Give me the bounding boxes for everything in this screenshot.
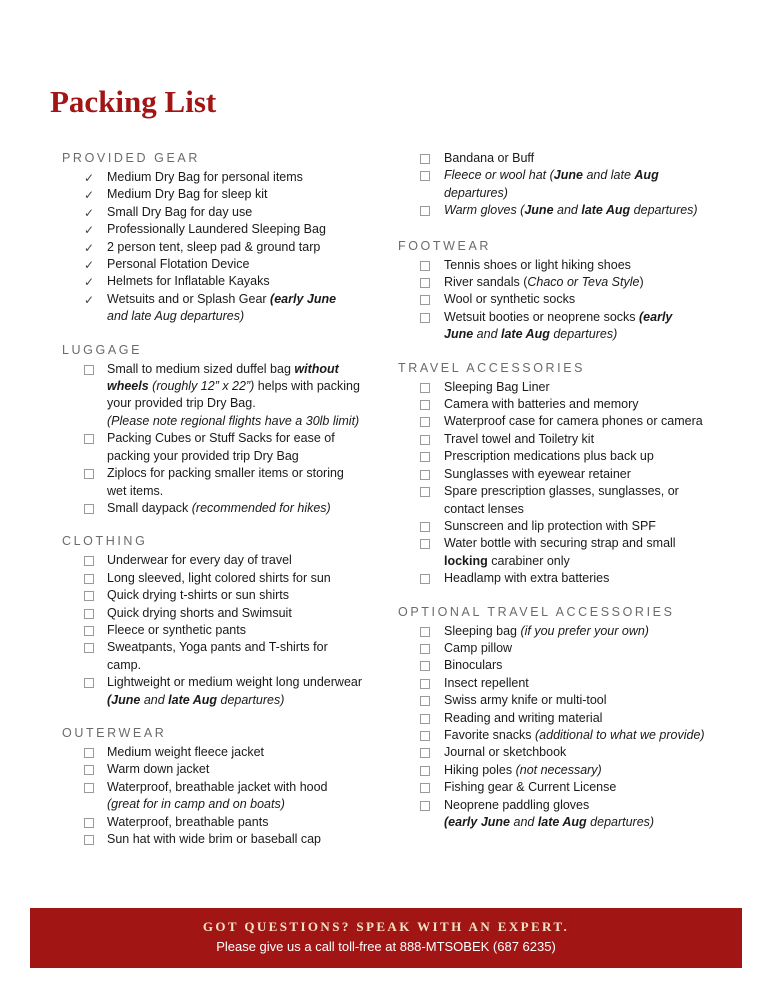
list-item: Tennis shoes or light hiking shoes: [398, 257, 708, 274]
checkbox-icon[interactable]: [84, 783, 94, 793]
list-item: Prescription medications plus back up: [398, 448, 708, 465]
footwear-list: [398, 257, 708, 344]
list-item: Sweatpants, Yoga pants and T-shirts for camp.: [62, 639, 362, 674]
list-item: Fishing gear & Current License: [398, 779, 708, 796]
checkbox-icon[interactable]: [420, 206, 430, 216]
list-item: Camp pillow: [398, 640, 708, 657]
travel-accessories-list: [398, 379, 708, 588]
list-item: ✓ Medium Dry Bag for personal items: [84, 170, 303, 185]
checkbox-icon[interactable]: [420, 679, 430, 689]
checkbox-icon[interactable]: [420, 696, 430, 706]
list-item: Bandana or Buff: [398, 150, 708, 167]
list-item: Small daypack (recommended for hikes): [62, 500, 362, 517]
list-item: ✓ Medium Dry Bag for sleep kit: [84, 187, 268, 203]
checkbox-icon[interactable]: [420, 452, 430, 462]
checkmark-icon: ✓: [84, 275, 95, 290]
checkbox-icon[interactable]: [84, 504, 94, 514]
checkbox-icon[interactable]: [420, 574, 430, 584]
checkbox-icon[interactable]: [84, 626, 94, 636]
checkbox-icon[interactable]: [84, 643, 94, 653]
checkbox-icon[interactable]: [420, 783, 430, 793]
page-title: Packing List: [50, 84, 217, 119]
list-item: Small to medium sized duffel bag without wheels (roughly 12” x 22”) helps with packing your provided trip Dry Bag. (Please note regional flights have a 30lb limit): [62, 361, 362, 431]
list-item: Fleece or synthetic pants: [62, 622, 362, 639]
list-item: Quick drying t-shirts or sun shirts: [62, 587, 362, 604]
checkbox-icon[interactable]: [420, 278, 430, 288]
left-column: [62, 150, 362, 864]
list-item: Long sleeved, light colored shirts for sun: [62, 570, 362, 587]
footer-banner: [30, 908, 742, 968]
section-title-footwear: FOOTWEAR: [398, 238, 492, 253]
checkbox-icon[interactable]: [420, 748, 430, 758]
list-item: Wool or synthetic socks: [398, 291, 708, 308]
right-column: [398, 150, 708, 847]
list-item: Sleeping bag (if you prefer your own): [398, 623, 708, 640]
checkbox-icon[interactable]: [420, 766, 430, 776]
section-title-luggage: LUGGAGE: [62, 342, 143, 357]
list-item: Insect repellent: [398, 675, 708, 692]
list-item: Sleeping Bag Liner: [398, 379, 708, 396]
section-outerwear: [62, 725, 362, 848]
checkbox-icon[interactable]: [84, 556, 94, 566]
checkbox-icon[interactable]: [420, 313, 430, 323]
checkbox-icon[interactable]: [420, 261, 430, 271]
checkbox-icon[interactable]: [420, 400, 430, 410]
checkmark-icon: ✓: [84, 171, 95, 185]
checkbox-icon[interactable]: [420, 627, 430, 637]
clothing-list: [62, 552, 362, 709]
section-travel-accessories: [398, 360, 708, 588]
checkbox-icon[interactable]: [420, 470, 430, 480]
outerwear-continued-list: [398, 150, 708, 220]
list-item: Binoculars: [398, 657, 708, 674]
section-title-optional-travel-accessories: OPTIONAL TRAVEL ACCESSORIES: [398, 604, 675, 619]
list-item: ✓ Personal Flotation Device: [84, 257, 250, 273]
provided-gear-list: [62, 169, 362, 326]
checkbox-icon[interactable]: [420, 171, 430, 181]
checkbox-icon[interactable]: [420, 435, 430, 445]
checkbox-icon[interactable]: [84, 609, 94, 619]
section-title-outerwear: OUTERWEAR: [62, 725, 167, 740]
list-item: Warm down jacket: [62, 761, 362, 778]
list-item: ✓ Professionally Laundered Sleeping Bag: [84, 222, 326, 238]
checkbox-icon[interactable]: [420, 731, 430, 741]
checkbox-icon[interactable]: [420, 801, 430, 811]
footer-heading: GOT QUESTIONS? SPEAK WITH AN EXPERT.: [202, 919, 570, 934]
list-item: Waterproof, breathable pants: [62, 814, 362, 831]
list-item: Neoprene paddling gloves (early June and late Aug departures): [398, 797, 708, 832]
checkbox-icon[interactable]: [84, 835, 94, 845]
checkmark-icon: ✓: [84, 258, 95, 273]
outerwear-list: [62, 744, 362, 848]
checkbox-icon[interactable]: [420, 539, 430, 549]
list-item: Sunglasses with eyewear retainer: [398, 466, 708, 483]
section-footwear: [398, 238, 708, 344]
list-item: Wetsuit booties or neoprene socks (early June and late Aug departures): [398, 309, 708, 344]
checkbox-icon[interactable]: [84, 818, 94, 828]
checkmark-icon: ✓: [84, 223, 95, 238]
checkbox-icon[interactable]: [420, 295, 430, 305]
list-item: Lightweight or medium weight long underwear (June and late Aug departures): [62, 674, 362, 709]
checkbox-icon[interactable]: [420, 154, 430, 164]
list-item: ✓ Helmets for Inflatable Kayaks: [84, 274, 270, 290]
checkbox-icon[interactable]: [84, 365, 94, 375]
checkbox-icon[interactable]: [420, 383, 430, 393]
list-item: Reading and writing material: [398, 710, 708, 727]
list-item: Favorite snacks (additional to what we provide): [398, 727, 708, 744]
list-item: Spare prescription glasses, sunglasses, or contact lenses: [398, 483, 708, 518]
list-item: Fleece or wool hat (June and late Aug departures): [398, 167, 708, 202]
optional-travel-accessories-list: [398, 623, 708, 832]
checkbox-icon[interactable]: [84, 434, 94, 444]
checkbox-icon[interactable]: [420, 661, 430, 671]
checkbox-icon[interactable]: [420, 487, 430, 497]
list-item: Medium weight fleece jacket: [62, 744, 362, 761]
checkmark-icon: ✓: [84, 188, 95, 203]
checkbox-icon[interactable]: [84, 748, 94, 758]
list-item: Sunscreen and lip protection with SPF: [398, 518, 708, 535]
section-clothing: [62, 533, 362, 709]
list-item: Waterproof case for camera phones or camera: [398, 413, 708, 430]
list-item: Warm gloves (June and late Aug departures): [398, 202, 708, 219]
checkmark-icon: ✓: [84, 240, 95, 255]
checkbox-icon[interactable]: [84, 591, 94, 601]
section-title-travel-accessories: TRAVEL ACCESSORIES: [398, 360, 586, 375]
checkmark-icon: ✓: [84, 205, 95, 220]
checkbox-icon[interactable]: [84, 678, 94, 688]
section-outerwear-continued: [398, 150, 708, 220]
list-item: Swiss army knife or multi-tool: [398, 692, 708, 709]
footer-contact[interactable]: Please give us a call toll-free at 888-MTSOBEK (687 6235): [216, 939, 556, 954]
checkbox-icon[interactable]: [84, 574, 94, 584]
section-optional-travel-accessories: [398, 604, 708, 832]
list-item: Journal or sketchbook: [398, 744, 708, 761]
list-item: Hiking poles (not necessary): [398, 762, 708, 779]
list-item: Water bottle with securing strap and small locking carabiner only: [398, 535, 708, 570]
checkbox-icon[interactable]: [84, 469, 94, 479]
list-item: ✓ Wetsuits and or Splash Gear (early June and late Aug departures): [84, 291, 337, 324]
list-item: Ziplocs for packing smaller items or storing wet items.: [62, 465, 362, 500]
list-item: Sun hat with wide brim or baseball cap: [62, 831, 362, 848]
list-item: River sandals (Chaco or Teva Style): [398, 274, 708, 291]
list-item: Travel towel and Toiletry kit: [398, 431, 708, 448]
list-item: Packing Cubes or Stuff Sacks for ease of packing your provided trip Dry Bag: [62, 430, 362, 465]
section-title-provided-gear: PROVIDED GEAR: [62, 151, 200, 165]
section-luggage: [62, 342, 362, 518]
list-item: Waterproof, breathable jacket with hood (great for in camp and on boats): [62, 779, 362, 814]
checkbox-icon[interactable]: [420, 417, 430, 427]
checkbox-icon[interactable]: [420, 714, 430, 724]
section-title-clothing: CLOTHING: [62, 534, 148, 549]
section-provided-gear: [62, 150, 362, 326]
list-item: Camera with batteries and memory: [398, 396, 708, 413]
checkmark-icon: ✓: [84, 292, 95, 307]
list-item: ✓ 2 person tent, sleep pad & ground tarp: [84, 239, 321, 255]
list-item: Quick drying shorts and Swimsuit: [62, 605, 362, 622]
checkbox-icon[interactable]: [420, 522, 430, 532]
list-item: Headlamp with extra batteries: [398, 570, 708, 587]
list-item: ✓ Small Dry Bag for day use: [84, 204, 253, 220]
luggage-list: [62, 361, 362, 518]
list-item: Underwear for every day of travel: [62, 552, 362, 569]
checkbox-icon[interactable]: [84, 765, 94, 775]
checkbox-icon[interactable]: [420, 644, 430, 654]
